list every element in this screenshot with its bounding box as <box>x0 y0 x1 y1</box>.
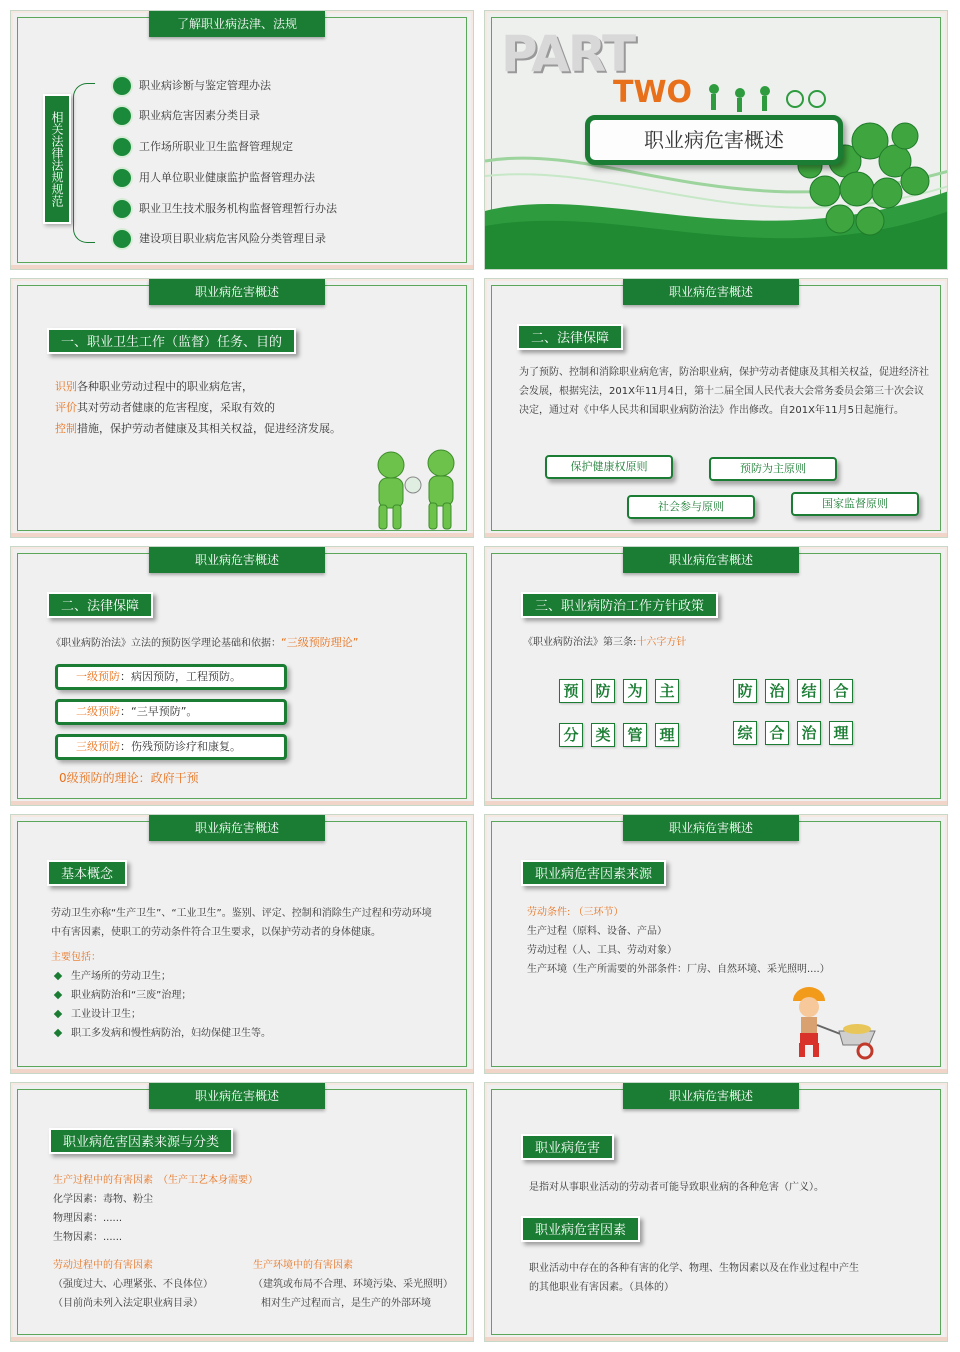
section-tag: 职业病危害因素来源与分类 <box>49 1128 233 1154</box>
bottom-strip <box>485 801 947 805</box>
slide-prevention <box>10 546 474 806</box>
list-item: 用人单位职业健康监护监督管理办法 <box>113 169 315 187</box>
body-text: 识别各种职业劳动过程中的职业病危害， 评价其对劳动者健康的危害程度，采取有效的 控制措施，保护劳动者健康及其相关权益，促进经济发展。 <box>55 380 341 435</box>
list-item: 工业设计卫生； <box>55 1005 141 1024</box>
bottom-strip <box>11 801 473 805</box>
list-item: 生物因素：...... <box>53 1232 123 1243</box>
slide-header: 职业病危害概述 <box>149 279 325 305</box>
principle-pill: 国家监督原则 <box>791 492 919 516</box>
diamond-icon <box>54 1029 62 1037</box>
slide-header: 职业病危害概述 <box>149 1083 325 1109</box>
worker-wheelbarrow-illustration <box>783 983 893 1063</box>
main-label: 主要包括： <box>51 952 101 963</box>
bullet-icon <box>113 169 131 187</box>
slide-header: 职业病危害概述 <box>623 1083 799 1109</box>
list-item: 相对生产过程而言，是生产的外部环境 <box>261 1298 431 1309</box>
bullet-icon <box>113 107 131 125</box>
diamond-icon <box>54 972 62 980</box>
policy-char: 理 <box>655 723 679 747</box>
policy-char: 综 <box>733 721 757 745</box>
subheading: 生产过程中的有害因素 （生产工艺本身需要） <box>53 1175 258 1186</box>
prevention-level: 一级预防：病因预防，工程预防。 <box>55 664 287 690</box>
body-paragraph: 为了预防、控制和消除职业病危害，防治职业病，保护劳动者健康及其相关权益，促进经济社会发展，根据宪法，201X年11月4日，第十二届全国人民代表大会常务委员会第三十次会议决定，通过对《中华人民共和国职业病防治法》作出修改。自201X年11月5日起施行。 <box>519 367 929 416</box>
policy-char: 主 <box>655 679 679 703</box>
slide-hazard-source <box>484 814 948 1074</box>
bracket <box>73 83 95 243</box>
definition-text: 职业活动中存在的各种有害的化学、物理、生物因素以及在作业过程中产生的其他职业有害因素。（具体的） <box>529 1263 859 1293</box>
policy-char: 理 <box>829 721 853 745</box>
principle-pill: 社会参与原则 <box>627 495 755 519</box>
bottom-strip <box>11 1069 473 1073</box>
slide-header: 职业病危害概述 <box>623 547 799 573</box>
slide-policy <box>484 546 948 806</box>
policy-char: 分 <box>559 723 583 747</box>
prevention-level: 二级预防：“三早预防”。 <box>55 699 287 725</box>
section-tag: 职业病危害 <box>521 1134 614 1160</box>
slide-basic-concept <box>10 814 474 1074</box>
bullet-icon <box>113 200 131 218</box>
section-tag: 二、法律保障 <box>47 592 153 618</box>
prevention-level: 三级预防：伤残预防诊疗和康复。 <box>55 734 287 760</box>
section-tag: 二、法律保障 <box>517 324 623 350</box>
diamond-icon <box>54 1010 62 1018</box>
part-title: 职业病危害概述 <box>585 115 843 165</box>
side-label: 相关法律法规规范 <box>43 94 71 224</box>
figures-illustration <box>361 445 471 535</box>
slide-tasks <box>10 278 474 538</box>
list-item: 职业病诊断与鉴定管理办法 <box>113 77 271 95</box>
policy-char: 防 <box>733 679 757 703</box>
bottom-strip <box>485 533 947 537</box>
two-label: TWO <box>613 75 693 110</box>
slide-header: 职业病危害概述 <box>623 815 799 841</box>
bottom-strip <box>485 1069 947 1073</box>
definition-text: 是指对从事职业活动的劳动者可能导致职业病的各种危害（广义）。 <box>529 1182 824 1193</box>
policy-char: 为 <box>623 679 647 703</box>
bottom-strip <box>11 265 473 269</box>
bullet-icon <box>113 230 131 248</box>
list-item: 职业病危害因素分类目录 <box>113 107 260 125</box>
slide-legal-guarantee <box>484 278 948 538</box>
condition-label: 劳动条件: （三环节） <box>527 907 624 918</box>
slide-definitions <box>484 1082 948 1342</box>
policy-char: 合 <box>765 721 789 745</box>
principle-pill: 预防为主原则 <box>709 457 837 481</box>
policy-char: 管 <box>623 723 647 747</box>
list-item: 职业病防治和“三废”治理； <box>55 986 191 1005</box>
policy-char: 结 <box>797 679 821 703</box>
slide-header: 职业病危害概述 <box>623 279 799 305</box>
list-item: 劳动过程（人、工具、劳动对象） <box>527 945 677 956</box>
slide-source-classification <box>10 1082 474 1342</box>
list-item: 建设项目职业病危害风险分类管理目录 <box>113 230 326 248</box>
principle-pill: 保护健康权原则 <box>545 455 673 479</box>
policy-char: 防 <box>591 679 615 703</box>
slide-header: 职业病危害概述 <box>149 547 325 573</box>
diamond-icon <box>54 991 62 999</box>
list-item: 化学因素：毒物、粉尘 <box>53 1194 153 1205</box>
list-item: （强度过大、心理紧张、不良体位） <box>53 1279 213 1290</box>
subheading: 劳动过程中的有害因素 <box>53 1260 153 1271</box>
bottom-strip <box>485 1337 947 1341</box>
policy-char: 治 <box>765 679 789 703</box>
intro-text: 《职业病防治法》立法的预防医学理论基础和依据：“三级预防理论” <box>51 636 359 649</box>
policy-char: 治 <box>797 721 821 745</box>
list-item: （目前尚未列入法定职业病目录） <box>53 1298 203 1309</box>
slide-header: 了解职业病法津、法规 <box>149 11 325 37</box>
list-item: 生产环境（生产所需要的外部条件：厂房、自然环境、采光照明....） <box>527 964 830 975</box>
list-item: （建筑或布局不合理、环境污染、采光照明） <box>253 1279 453 1290</box>
bullet-icon <box>113 138 131 156</box>
list-item: 工作场所职业卫生监督管理规定 <box>113 138 293 156</box>
list-item: 职业卫生技术服务机构监督管理暂行办法 <box>113 200 337 218</box>
list-item: 生产场所的劳动卫生； <box>55 967 171 986</box>
section-tag: 职业病危害因素来源 <box>521 860 666 886</box>
intro-text: 《职业病防治法》第三条:十六字方针 <box>523 637 687 648</box>
slide-part-two <box>484 10 948 270</box>
list-item: 职工多发病和慢性病防治，妇幼保健卫生等。 <box>55 1024 275 1043</box>
bottom-strip <box>11 1337 473 1341</box>
list-item: 物理因素：...... <box>53 1213 123 1224</box>
body-paragraph: 劳动卫生亦称“生产卫生”、“工业卫生”。鉴别、评定、控制和消除生产过程和劳动环境中有害因素，使职工的劳动条件符合卫生要求，以保护劳动者的身体健康。 <box>51 908 432 938</box>
zero-level-text: 0级预防的理论：政府干预 <box>59 771 199 785</box>
section-tag: 职业病危害因素 <box>521 1216 640 1242</box>
section-tag: 一、职业卫生工作（监督）任务、目的 <box>47 328 296 354</box>
section-tag: 三、职业病防治工作方针政策 <box>521 592 718 618</box>
subheading: 生产环境中的有害因素 <box>253 1260 353 1271</box>
policy-char: 合 <box>829 679 853 703</box>
policy-char: 类 <box>591 723 615 747</box>
slide-header: 职业病危害概述 <box>149 815 325 841</box>
policy-char: 预 <box>559 679 583 703</box>
list-item: 生产过程（原料、设备、产品） <box>527 926 667 937</box>
bullet-icon <box>113 77 131 95</box>
slide-laws <box>10 10 474 270</box>
section-tag: 基本概念 <box>47 860 127 886</box>
bottom-strip <box>11 533 473 537</box>
part-label: PART <box>501 25 635 83</box>
